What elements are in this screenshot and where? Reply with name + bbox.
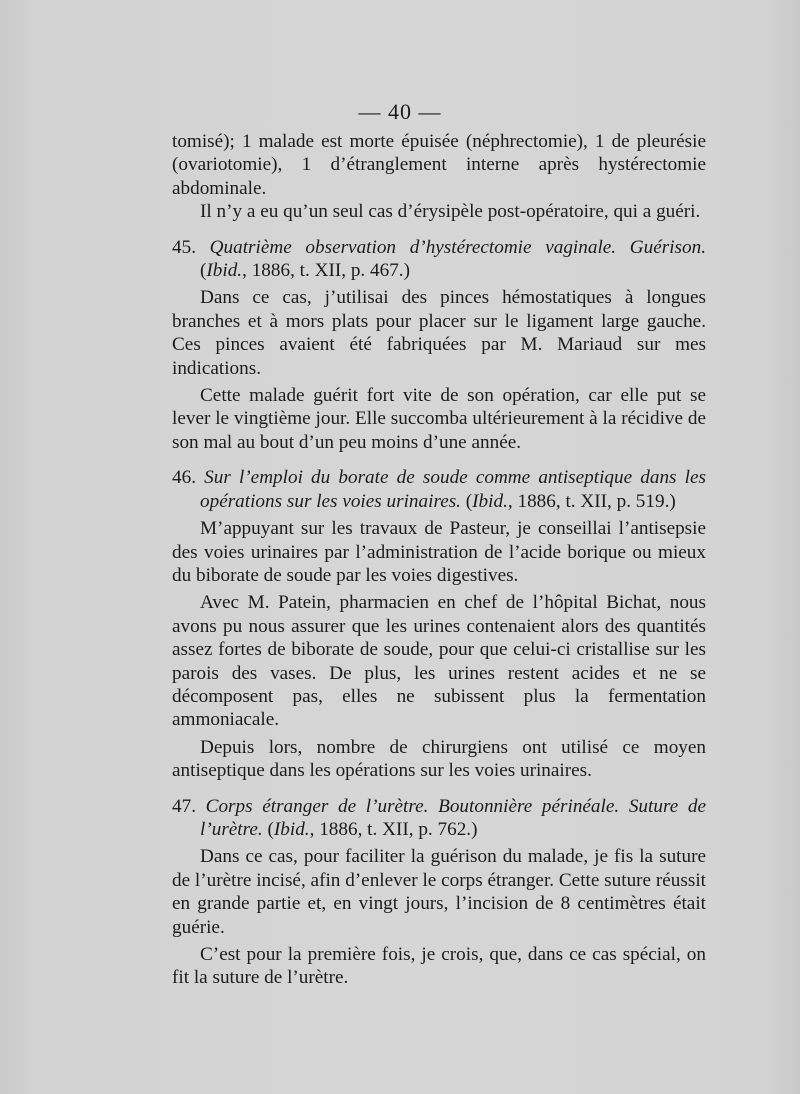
- entry-title: Sur l’emploi du borate de soude comme antiseptique dans les opérations sur les voies urinaires.: [200, 467, 706, 512]
- entry-heading-47: [172, 795, 706, 842]
- entry-ref-ibid: Ibid.: [273, 818, 310, 840]
- entry-number: 45.: [172, 236, 196, 258]
- entry-number: 46.: [172, 467, 196, 489]
- paragraph: Avec M. Patein, pharmacien en chef de l’hôpital Bichat, nous avons pu nous assurer que les urines contenaient alors des quantités assez fortes de biborate de soude, pour que celui-ci cristallise sur les parois des vases. De plus, les urines restent acides et ne se décomposent pas, elles ne subissent plus la fermentation ammoniacale.: [172, 592, 706, 731]
- entry-number: 47.: [172, 795, 196, 817]
- entry-ref-open: (: [267, 818, 274, 840]
- entry-ref-open: (: [200, 260, 207, 282]
- paragraph: M’appuyant sur les travaux de Pasteur, je conseillai l’antisepsie des voies urinaires par l’administration de l’acide borique ou mieux du biborate de soude par les voies digestives.: [172, 518, 706, 586]
- paragraph: C’est pour la première fois, je crois, que, dans ce cas spécial, on fit la suture de l’urètre.: [172, 944, 706, 989]
- paragraph: Cette malade guérit fort vite de son opération, car elle put se lever le vingtième jour. Elle succomba ultérieurement à la récidive de son mal au bout d’un peu moins d’une année.: [172, 385, 706, 453]
- entry-ref-open: (: [465, 490, 473, 512]
- paragraph: Depuis lors, nombre de chirurgiens ont utilisé ce moyen antiseptique dans les opérations sur les voies urinaires.: [172, 736, 706, 782]
- body-text: [172, 130, 706, 990]
- page-number: — 40 —: [358, 99, 442, 124]
- entry-ref-ibid: Ibid.: [472, 490, 508, 512]
- paragraph: Il n’y a eu qu’un seul cas d’érysipèle post-opératoire, qui a guéri.: [200, 201, 701, 223]
- entry-ref-ibid: Ibid.: [206, 260, 243, 282]
- entry-heading-45: [172, 236, 706, 283]
- entry-ref-rest: , 1886, t. XII, p. 762.): [309, 818, 478, 840]
- entry-ref-rest: , 1886, t. XII, p. 519.): [507, 490, 676, 512]
- entry-ref-rest: , 1886, t. XII, p. 467.): [242, 260, 410, 282]
- entry-title: Corps étranger de l’urètre. Boutonnière périnéale. Suture de l’urètre.: [200, 795, 706, 840]
- paragraph: Dans ce cas, pour faciliter la guérison du malade, je fis la suture de l’urètre incisé, afin d’enlever le corps étranger. Cette suture réussit en grande partie et, en vingt jours, l’incision de 8 centimètres était guérie.: [172, 846, 706, 938]
- entry-title: Quatrième observation d’hystérectomie vaginale. Guérison.: [209, 236, 706, 258]
- paragraph: Dans ce cas, j’utilisai des pinces hémostatiques à longues branches et à mors plats pour placer sur le ligament large gauche. Ces pinces avaient été fabriquées par M. Mariaud sur mes indications.: [172, 287, 706, 379]
- paragraph: tomisé); 1 malade est morte épuisée (néphrectomie), 1 de pleurésie (ovariotomie), 1 d’étranglement interne après hystérectomie abdominale.: [172, 131, 706, 199]
- entry-heading-46: [172, 466, 706, 513]
